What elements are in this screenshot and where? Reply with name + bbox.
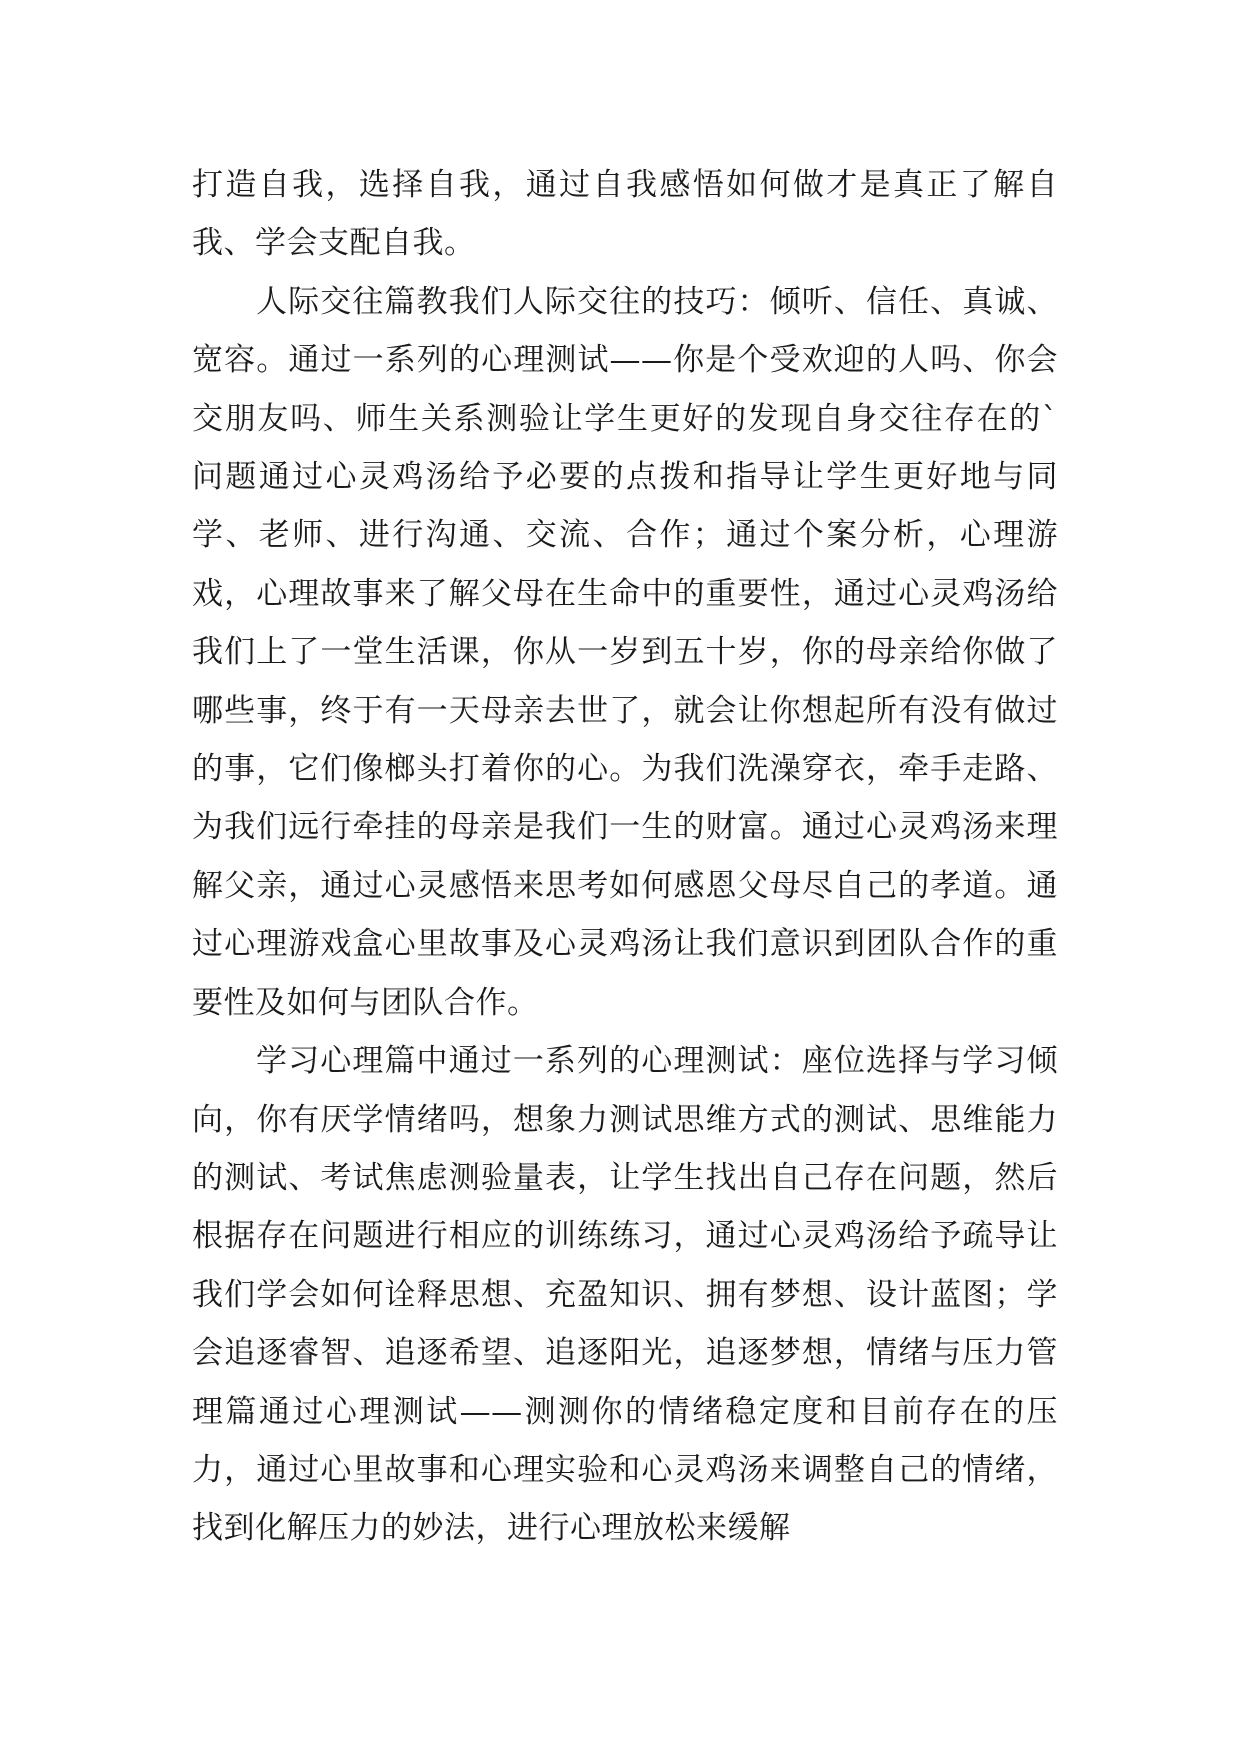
paragraph-self: 打造自我，选择自我，通过自我感悟如何做才是真正了解自我、学会支配自我。 [192, 167, 1058, 262]
body-text [192, 156, 1058, 1558]
paragraph-interpersonal: 人际交往篇教我们人际交往的技巧：倾听、信任、真诚、宽容。通过一系列的心理测试——你是个受欢迎的人吗、你会交朋友吗、师生关系测验让学生更好的发现自身交往存在的`问题通过心灵鸡汤给予必要的点拨和指导让学生更好地与同学、老师、进行沟通、交流、合作；通过个案分析，心理游戏，心理故事来了解父母在生命中的重要性，通过心灵鸡汤给我们上了一堂生活课，你从一岁到五十岁，你的母亲给你做了哪些事，终于有一天母亲去世了，就会让你想起所有没有做过的事，它们像榔头打着你的心。为我们洗澡穿衣，牵手走路、为我们远行牵挂的母亲是我们一生的财富。通过心灵鸡汤来理解父亲，通过心灵感悟来思考如何感恩父母尽自己的孝道。通过心理游戏盒心里故事及心灵鸡汤让我们意识到团队合作的重要性及如何与团队合作。 [192, 283, 1058, 1021]
paragraph-learning-psychology: 学习心理篇中通过一系列的心理测试：座位选择与学习倾向，你有厌学情绪吗，想象力测试思维方式的测试、思维能力的测试、考试焦虑测验量表，让学生找出自己存在问题，然后根据存在问题进行相应的训练练习，通过心灵鸡汤给予疏导让我们学会如何诠释思想、充盈知识、拥有梦想、设计蓝图；学会追逐睿智、追逐希望、追逐阳光，追逐梦想，情绪与压力管理篇通过心理测试——测测你的情绪稳定度和目前存在的压力，通过心里故事和心理实验和心灵鸡汤来调整自己的情绪，找到化解压力的妙法，进行心理放松来缓解 [192, 1043, 1058, 1547]
